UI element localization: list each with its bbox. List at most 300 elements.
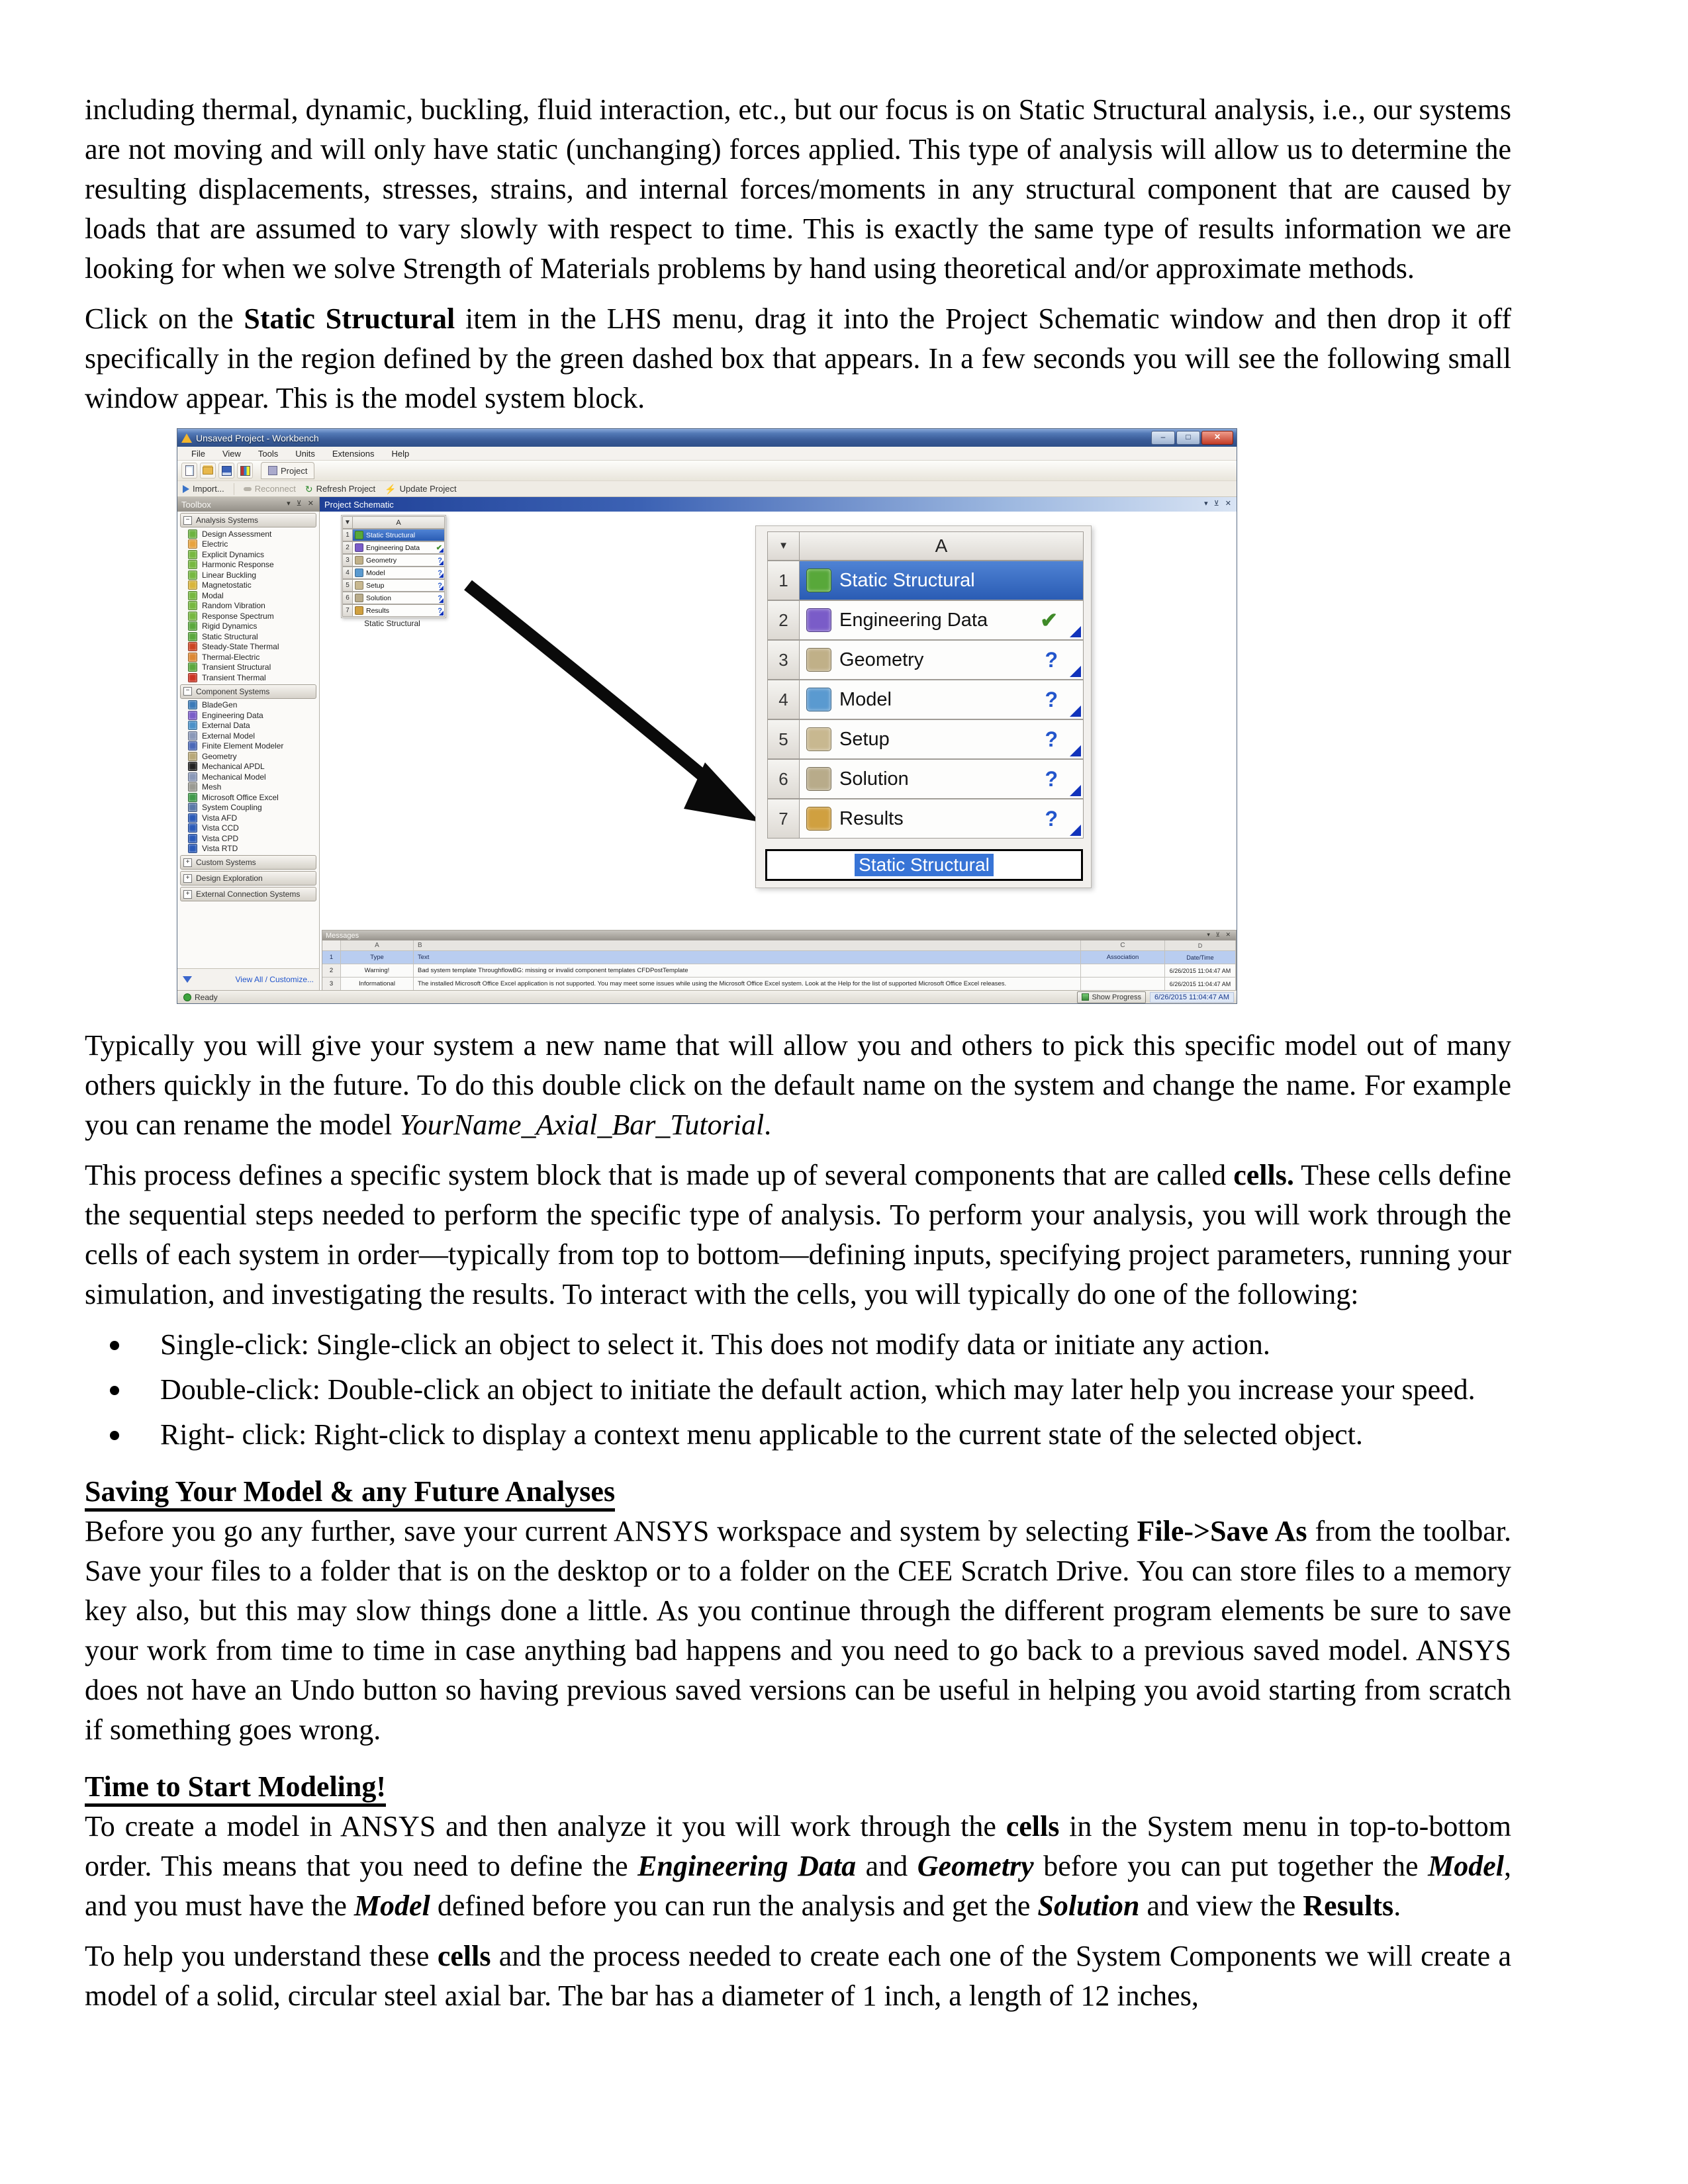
paragraph — [85, 1936, 1511, 2016]
toolbox-panel-header[interactable] — [177, 497, 320, 512]
document-body — [85, 90, 1511, 2026]
section-label: External Connection Systems — [196, 889, 301, 899]
system-row[interactable] — [767, 759, 1084, 799]
message-cell: Type — [341, 951, 414, 964]
system-type-icon — [188, 741, 197, 751]
system-cell[interactable] — [800, 680, 1084, 719]
text-segment: cells. — [1233, 1159, 1294, 1191]
system-type-icon — [188, 612, 197, 621]
cell-model-icon — [355, 569, 363, 577]
system-row[interactable] — [342, 541, 445, 554]
new-file-button[interactable] — [181, 463, 197, 478]
message-cell: 3 — [322, 978, 341, 991]
column-a-header[interactable]: A — [353, 516, 445, 529]
menu-item-units[interactable]: Units — [295, 448, 315, 459]
toolbox-section-design-exploration[interactable] — [180, 871, 316, 886]
status-bar — [177, 990, 1237, 1003]
toolbox-item[interactable] — [177, 792, 319, 803]
paragraph — [85, 90, 1511, 289]
toolbox-item-label: External Model — [202, 731, 256, 741]
column-letter[interactable]: D — [1165, 940, 1236, 951]
system-cell[interactable] — [353, 567, 445, 579]
system-type-icon — [188, 560, 197, 569]
section-label: Design Exploration — [196, 874, 263, 883]
system-header-row — [342, 516, 445, 529]
window-title: Unsaved Project - Workbench — [196, 432, 319, 443]
cell-label: Model — [839, 688, 892, 710]
system-type-icon — [188, 844, 197, 853]
message-cell: 2 — [322, 964, 341, 978]
project-schematic-canvas[interactable] — [320, 512, 1237, 930]
row-number: 7 — [342, 604, 353, 617]
toolbox-item-label: Transient Structural — [202, 662, 271, 672]
bullet-list — [85, 1325, 1511, 1455]
message-row[interactable] — [322, 951, 1236, 964]
check-icon: ✔ — [436, 544, 442, 552]
toolbox-item-label: BladeGen — [202, 700, 238, 710]
schematic-panel-controls[interactable]: ▾ ⊻ ✕ — [1204, 500, 1233, 508]
toolbox-item[interactable] — [177, 700, 319, 711]
message-text: Bad system template ThroughflowBG: missing or invalid component templates CFDPostTemplate — [414, 964, 1081, 978]
refresh-icon: ↻ — [305, 483, 313, 494]
system-cell[interactable] — [353, 529, 445, 541]
system-block-small[interactable] — [341, 515, 446, 618]
system-type-icon — [188, 580, 197, 590]
new-file-icon — [185, 465, 194, 476]
text-segment: : Double-click an object to initiate the default action, which may later help you increase your speed. — [312, 1373, 1476, 1406]
column-a-header[interactable]: A — [800, 531, 1084, 561]
system-cell[interactable] — [800, 799, 1084, 839]
message-row[interactable] — [322, 978, 1236, 991]
system-type-icon — [188, 591, 197, 600]
bullet-item — [110, 1415, 1511, 1455]
column-selector-arrow[interactable]: ▼ — [767, 531, 800, 561]
context-triangle-icon[interactable] — [439, 586, 444, 590]
text-segment: Model — [353, 1889, 430, 1922]
view-all-customize-link[interactable]: View All / Customize... — [235, 975, 314, 984]
bullet-item — [110, 1370, 1511, 1410]
cell-static-structural-icon — [355, 531, 363, 539]
document-flow-top — [85, 90, 1511, 418]
toolbox-item[interactable] — [177, 762, 319, 772]
annotation-arrow — [459, 576, 770, 854]
menu-bar — [177, 447, 1237, 461]
context-triangle-icon[interactable] — [439, 561, 444, 565]
row-number: 5 — [342, 579, 353, 592]
system-type-icon — [188, 700, 197, 709]
text-segment: . — [1393, 1889, 1401, 1922]
close-button[interactable]: ✕ — [1201, 431, 1233, 445]
message-cell: 1 — [322, 951, 341, 964]
question-icon: ? — [438, 569, 442, 577]
toolbox-item[interactable] — [177, 751, 319, 762]
system-cell[interactable] — [800, 719, 1084, 759]
text-segment: and the process needed to create each one of the System Components we will create a model of a solid, circular steel axial bar. The bar has a diameter of 1 inch, a length of 12 inches, — [85, 1940, 1512, 2012]
cell-label: Geometry — [366, 556, 397, 565]
text-segment: Before you go any further, save your current ANSYS workspace and system by selecting — [85, 1515, 1137, 1547]
text-segment: These cells define the sequential steps needed to perform the specific type of analysis. To perform your analysis, you will work through the cells of each system in order—typically from top to bottom—defining inputs, specifying project parameters, running your simulation, and investigating the results. To interact with the cells, you will typically do one of the following: — [85, 1159, 1511, 1310]
row-number: 1 — [767, 561, 800, 600]
menu-item-help[interactable]: Help — [391, 448, 410, 459]
message-text: Text — [414, 951, 1081, 964]
text-segment: defined before you can run the analysis and get the — [430, 1889, 1038, 1922]
schematic-title: Project Schematic — [324, 499, 394, 510]
question-icon: ? — [438, 556, 442, 565]
messages-panel-controls[interactable]: ▾ ⊻ ✕ — [1207, 931, 1233, 938]
toolbox-item-label: Electric — [202, 539, 228, 549]
cell-engineering-data-icon — [806, 608, 831, 632]
text-segment: item in the LHS menu, drag it into the Project Schematic window and then drop it off specifically in the region defined by the green dashed box that appears. In a few seconds you will see the following small window appear. This is the model system block. — [85, 302, 1511, 414]
text-segment: Click on the — [85, 302, 244, 335]
paragraph — [85, 1156, 1511, 1314]
document-flow-bottom — [85, 1026, 1511, 2016]
reconnect-button[interactable] — [244, 484, 296, 494]
text-segment: . — [764, 1109, 772, 1141]
row-number: 6 — [342, 592, 353, 604]
system-type-icon — [188, 772, 197, 782]
window-titlebar[interactable] — [177, 429, 1237, 447]
filter-funnel-icon[interactable] — [183, 976, 192, 983]
system-cell[interactable] — [800, 640, 1084, 680]
toolbox-section-custom-systems[interactable] — [180, 855, 316, 870]
system-type-icon — [188, 803, 197, 812]
system-row[interactable] — [342, 567, 445, 579]
message-cell: 6/26/2015 11:04:47 AM — [1165, 978, 1236, 991]
toolbox-item-label: Response Spectrum — [202, 611, 274, 621]
toolbox-item-label: Design Assessment — [202, 529, 272, 539]
system-block-large[interactable] — [755, 525, 1092, 888]
check-icon: ✔ — [1040, 608, 1058, 632]
text-segment: before you can put together the — [1033, 1850, 1429, 1882]
text-segment: cells — [1006, 1810, 1060, 1843]
save-icon — [222, 466, 232, 476]
cell-static-structural-icon — [806, 569, 831, 592]
window-controls — [1151, 431, 1233, 445]
cell-label: Results — [366, 606, 390, 615]
cell-model-icon — [806, 688, 831, 711]
context-triangle-icon[interactable] — [1070, 705, 1081, 717]
toolbox-item[interactable] — [177, 570, 319, 580]
minimize-button[interactable]: – — [1151, 431, 1175, 445]
toolbox-item[interactable] — [177, 772, 319, 782]
refresh-project-button[interactable] — [305, 484, 375, 494]
system-row[interactable] — [342, 529, 445, 541]
question-icon: ? — [438, 581, 442, 590]
section-label: Component Systems — [196, 686, 270, 696]
toolbox-item[interactable] — [177, 590, 319, 601]
system-type-icon — [188, 711, 197, 720]
expand-icon[interactable]: + — [183, 890, 192, 899]
toolbox-item-label: Thermal-Electric — [202, 652, 260, 662]
toolbox-item[interactable] — [177, 601, 319, 612]
column-selector-arrow[interactable]: ▼ — [342, 516, 353, 529]
status-timestamp: 6/26/2015 11:04:47 AM — [1150, 992, 1234, 1003]
chart-button[interactable] — [237, 463, 253, 478]
toolbox-item[interactable] — [177, 621, 319, 632]
toolbox-item-label: Steady-State Thermal — [202, 642, 279, 652]
project-tab-label: Project — [281, 465, 308, 476]
toolbox-item[interactable] — [177, 731, 319, 741]
question-icon: ? — [1045, 647, 1058, 672]
toolbox-item[interactable] — [177, 672, 319, 683]
toolbox-item-label: Mechanical APDL — [202, 762, 265, 772]
message-cell — [1081, 978, 1165, 991]
context-triangle-icon[interactable] — [439, 611, 444, 615]
ready-status-icon — [183, 993, 191, 1001]
import-label: Import... — [193, 484, 224, 494]
ansys-workbench-screenshot — [177, 429, 1237, 1003]
paragraph — [85, 299, 1511, 418]
reconnect-label: Reconnect — [254, 484, 296, 494]
messages-column-letters — [322, 940, 1236, 951]
menu-item-tools[interactable]: Tools — [258, 448, 279, 459]
toolbox-item[interactable] — [177, 803, 319, 813]
toolbox-item-label: Geometry — [202, 751, 237, 761]
toolbox-item[interactable] — [177, 611, 319, 621]
cell-results-icon — [806, 807, 831, 831]
cell-label: Model — [366, 569, 385, 577]
toolbox-item[interactable] — [177, 560, 319, 570]
toolbox-item[interactable] — [177, 580, 319, 591]
paragraph — [85, 1807, 1511, 1926]
row-number: 3 — [767, 640, 800, 680]
update-label: Update Project — [399, 484, 457, 494]
cell-label: Engineering Data — [366, 543, 420, 552]
text-segment: Geometry — [917, 1850, 1034, 1882]
text-segment: To create a model in ANSYS and then analyze it you will work through the — [85, 1810, 1006, 1843]
cell-label: Setup — [366, 581, 385, 590]
text-segment: Single-click — [160, 1328, 301, 1361]
toolbox-section-component-systems[interactable] — [180, 684, 316, 699]
system-row[interactable] — [767, 561, 1084, 600]
system-row[interactable] — [342, 592, 445, 604]
toolbox-item[interactable] — [177, 833, 319, 844]
system-cell[interactable] — [353, 541, 445, 554]
message-cell: Warning! — [341, 964, 414, 978]
text-segment: from the toolbar. Save your files to a folder that is on the desktop or to a folder on the CEE Scratch Drive. You can store files to a memory key also, but this may slow things done a little. As you continue through the different program elements be sure to save your work from time to time in case anything bad happens and you need to go back to a previous saved model. ANSYS does not have an Undo button so having previous saved versions can be useful in helping you avoid starting from scratch if something goes wrong. — [85, 1515, 1511, 1746]
import-button[interactable] — [183, 484, 224, 494]
update-lightning-icon: ⚡ — [385, 483, 397, 494]
update-project-button[interactable] — [385, 484, 456, 494]
message-cell — [1081, 964, 1165, 978]
text-segment: including thermal, dynamic, buckling, fluid interaction, etc., but our focus is on Static Structural analysis, i.e., our systems are not moving and will only have static (unchanging) forces applied. This type of analysis will allow us to determine the resulting displacements, stresses, strains, and internal forces/moments in any structural component that are caused by loads that are assumed to vary slowly with respect to time. This is exactly the same type of results information we are looking for when we solve Strength of Materials problems by hand using theoretical and/or approximate methods. — [85, 93, 1511, 285]
system-row[interactable] — [767, 719, 1084, 759]
system-type-icon — [188, 834, 197, 843]
message-cell: Informational — [341, 978, 414, 991]
toolbox-item[interactable] — [177, 539, 319, 550]
toolbox-item[interactable] — [177, 662, 319, 673]
toolbox-item[interactable] — [177, 710, 319, 721]
system-type-icon — [188, 621, 197, 631]
project-tab[interactable] — [261, 462, 314, 479]
section-heading — [85, 1472, 1511, 1512]
toolbox-item[interactable] — [177, 631, 319, 642]
system-row[interactable] — [342, 554, 445, 567]
toolbox-item[interactable] — [177, 813, 319, 823]
toolbox-item[interactable] — [177, 741, 319, 752]
cell-label: Solution — [839, 768, 909, 790]
row-number: 6 — [767, 759, 800, 799]
text-segment: : Single-click an object to select it. This does not modify data or initiate any action. — [301, 1328, 1270, 1361]
system-type-icon — [188, 570, 197, 580]
section-label: Custom Systems — [196, 858, 256, 867]
system-cell[interactable] — [353, 554, 445, 567]
messages-header[interactable] — [322, 931, 1236, 940]
system-type-icon — [188, 632, 197, 641]
menu-item-extensions[interactable]: Extensions — [332, 448, 375, 459]
message-text: The installed Microsoft Office Excel application is not supported. You may meet some issues while using the Microsoft Office Excel system. Look at the Help for the list of supported Microsoft Office Excel releases. — [414, 978, 1081, 991]
toolbox-item[interactable] — [177, 782, 319, 793]
toolbox-footer — [177, 968, 320, 990]
menu-item-view[interactable]: View — [222, 448, 241, 459]
toolbox-item-label: Rigid Dynamics — [202, 621, 258, 631]
toolbox-item-label: Mesh — [202, 782, 222, 792]
message-cell: Association — [1081, 951, 1165, 964]
system-name-edit-box[interactable] — [765, 849, 1083, 881]
system-block-table — [767, 531, 1084, 839]
system-type-icon — [188, 539, 197, 549]
context-triangle-icon[interactable] — [1070, 745, 1081, 756]
row-number: 3 — [342, 554, 353, 567]
cell-solution-icon — [806, 767, 831, 791]
context-triangle-icon[interactable] — [439, 573, 444, 578]
chart-icon — [240, 466, 250, 476]
system-cell[interactable] — [353, 579, 445, 592]
text-segment: YourName_Axial_Bar_Tutorial — [399, 1109, 765, 1141]
system-row[interactable] — [342, 579, 445, 592]
row-number: 1 — [342, 529, 353, 541]
system-row[interactable] — [767, 680, 1084, 719]
collapse-icon[interactable]: − — [183, 687, 192, 696]
show-progress-label: Show Progress — [1092, 993, 1142, 1001]
text-segment: Saving Your Model & any Future Analyses — [85, 1475, 616, 1508]
toolbox-item-label: Random Vibration — [202, 601, 265, 611]
toolbox-item-label: Transient Thermal — [202, 672, 266, 682]
toolbox-item-label: Magnetostatic — [202, 580, 252, 590]
toolbar-project — [177, 480, 1237, 497]
system-type-icon — [188, 823, 197, 833]
cell-label: Geometry — [839, 649, 924, 670]
question-icon: ? — [438, 594, 442, 602]
toolbox-item[interactable] — [177, 823, 319, 834]
cell-engineering-data-icon — [355, 543, 363, 552]
column-letter[interactable]: C — [1081, 940, 1165, 951]
cell-label: Results — [839, 807, 904, 829]
paragraph — [85, 1026, 1511, 1145]
toolbox-item-label: Engineering Data — [202, 710, 263, 720]
system-cell[interactable] — [800, 600, 1084, 640]
toolbox-item-label: Static Structural — [202, 631, 258, 641]
expand-icon[interactable]: + — [183, 858, 192, 867]
system-type-icon — [188, 601, 197, 610]
cell-geometry-icon — [806, 648, 831, 672]
row-number: 2 — [767, 600, 800, 640]
column-letter[interactable]: A — [341, 940, 414, 951]
system-row[interactable] — [767, 799, 1084, 839]
system-cell[interactable] — [800, 561, 1084, 600]
section-label: Analysis Systems — [196, 516, 259, 525]
menu-item-file[interactable]: File — [191, 448, 205, 459]
show-progress-button[interactable] — [1077, 991, 1146, 1003]
cell-label: Static Structural — [839, 569, 975, 591]
context-triangle-icon[interactable] — [1070, 626, 1081, 637]
toolbox-item[interactable] — [177, 652, 319, 662]
toolbox-item-label: Microsoft Office Excel — [202, 792, 279, 802]
system-row[interactable] — [342, 604, 445, 617]
toolbox-title: Toolbox — [181, 499, 211, 510]
open-file-button[interactable] — [200, 463, 216, 478]
context-triangle-icon[interactable] — [1070, 785, 1081, 796]
toolbox-item[interactable] — [177, 844, 319, 854]
context-triangle-icon[interactable] — [439, 598, 444, 603]
system-row[interactable] — [767, 640, 1084, 680]
toolbox-panel — [177, 512, 320, 990]
system-cell[interactable] — [353, 592, 445, 604]
text-segment: Results — [1303, 1889, 1394, 1922]
column-letter[interactable]: B — [414, 940, 1081, 951]
message-row[interactable] — [322, 964, 1236, 978]
text-segment: in the System menu in top-to-bottom order. This means that you need to define the — [85, 1810, 1511, 1882]
messages-panel — [322, 930, 1237, 990]
toolbox-item[interactable] — [177, 721, 319, 731]
system-cell[interactable] — [800, 759, 1084, 799]
toolbox-item-label: Explicit Dynamics — [202, 549, 265, 559]
maximize-button[interactable]: □ — [1176, 431, 1200, 445]
toolbox-item-label: Harmonic Response — [202, 560, 274, 570]
question-icon: ? — [1045, 727, 1058, 751]
toolbar-main — [177, 461, 1237, 480]
text-segment: and — [856, 1850, 917, 1882]
collapse-icon[interactable]: − — [183, 516, 192, 525]
toolbox-section-analysis-systems[interactable] — [180, 513, 316, 527]
toolbox-item[interactable] — [177, 642, 319, 653]
message-cell: Date/Time — [1165, 951, 1236, 964]
toolbox-item-label: System Coupling — [202, 803, 262, 813]
heading-text — [85, 1770, 386, 1807]
system-type-icon — [188, 731, 197, 741]
text-segment: Time to Start Modeling! — [85, 1770, 387, 1803]
system-cell[interactable] — [353, 604, 445, 617]
text-segment: cells — [437, 1940, 491, 1972]
cell-setup-icon — [806, 727, 831, 751]
system-type-icon — [188, 813, 197, 823]
toolbox-item[interactable] — [177, 529, 319, 539]
context-triangle-icon[interactable] — [1070, 825, 1081, 836]
system-type-icon — [188, 782, 197, 792]
system-row[interactable] — [767, 600, 1084, 640]
expand-icon[interactable]: + — [183, 874, 192, 883]
toolbox-section-external-connection-systems[interactable] — [180, 887, 316, 901]
row-number: 2 — [342, 541, 353, 554]
text-segment: and view the — [1139, 1889, 1303, 1922]
schematic-panel-header[interactable] — [320, 497, 1237, 512]
context-triangle-icon[interactable] — [1070, 666, 1081, 677]
text-segment: Typically you will give your system a new name that will allow you and others to pick this specific model out of many others quickly in the future. To do this double click on the default name on the system and change the name. For example you can rename the model — [85, 1029, 1511, 1141]
toolbox-panel-controls[interactable]: ▾ ⊻ ✕ — [287, 500, 316, 508]
ansys-logo-icon — [181, 433, 192, 443]
toolbox-item[interactable] — [177, 549, 319, 560]
message-cell: 6/26/2015 11:04:47 AM — [1165, 964, 1236, 978]
cell-label: Static Structural — [366, 531, 416, 539]
context-triangle-icon[interactable] — [439, 548, 444, 553]
question-icon: ? — [1045, 687, 1058, 711]
save-button[interactable] — [218, 463, 234, 478]
row-number: 7 — [767, 799, 800, 839]
text-segment: Model — [1428, 1850, 1505, 1882]
system-type-icon — [188, 662, 197, 672]
text-segment: To help you understand these — [85, 1940, 438, 1972]
system-type-icon — [188, 721, 197, 730]
